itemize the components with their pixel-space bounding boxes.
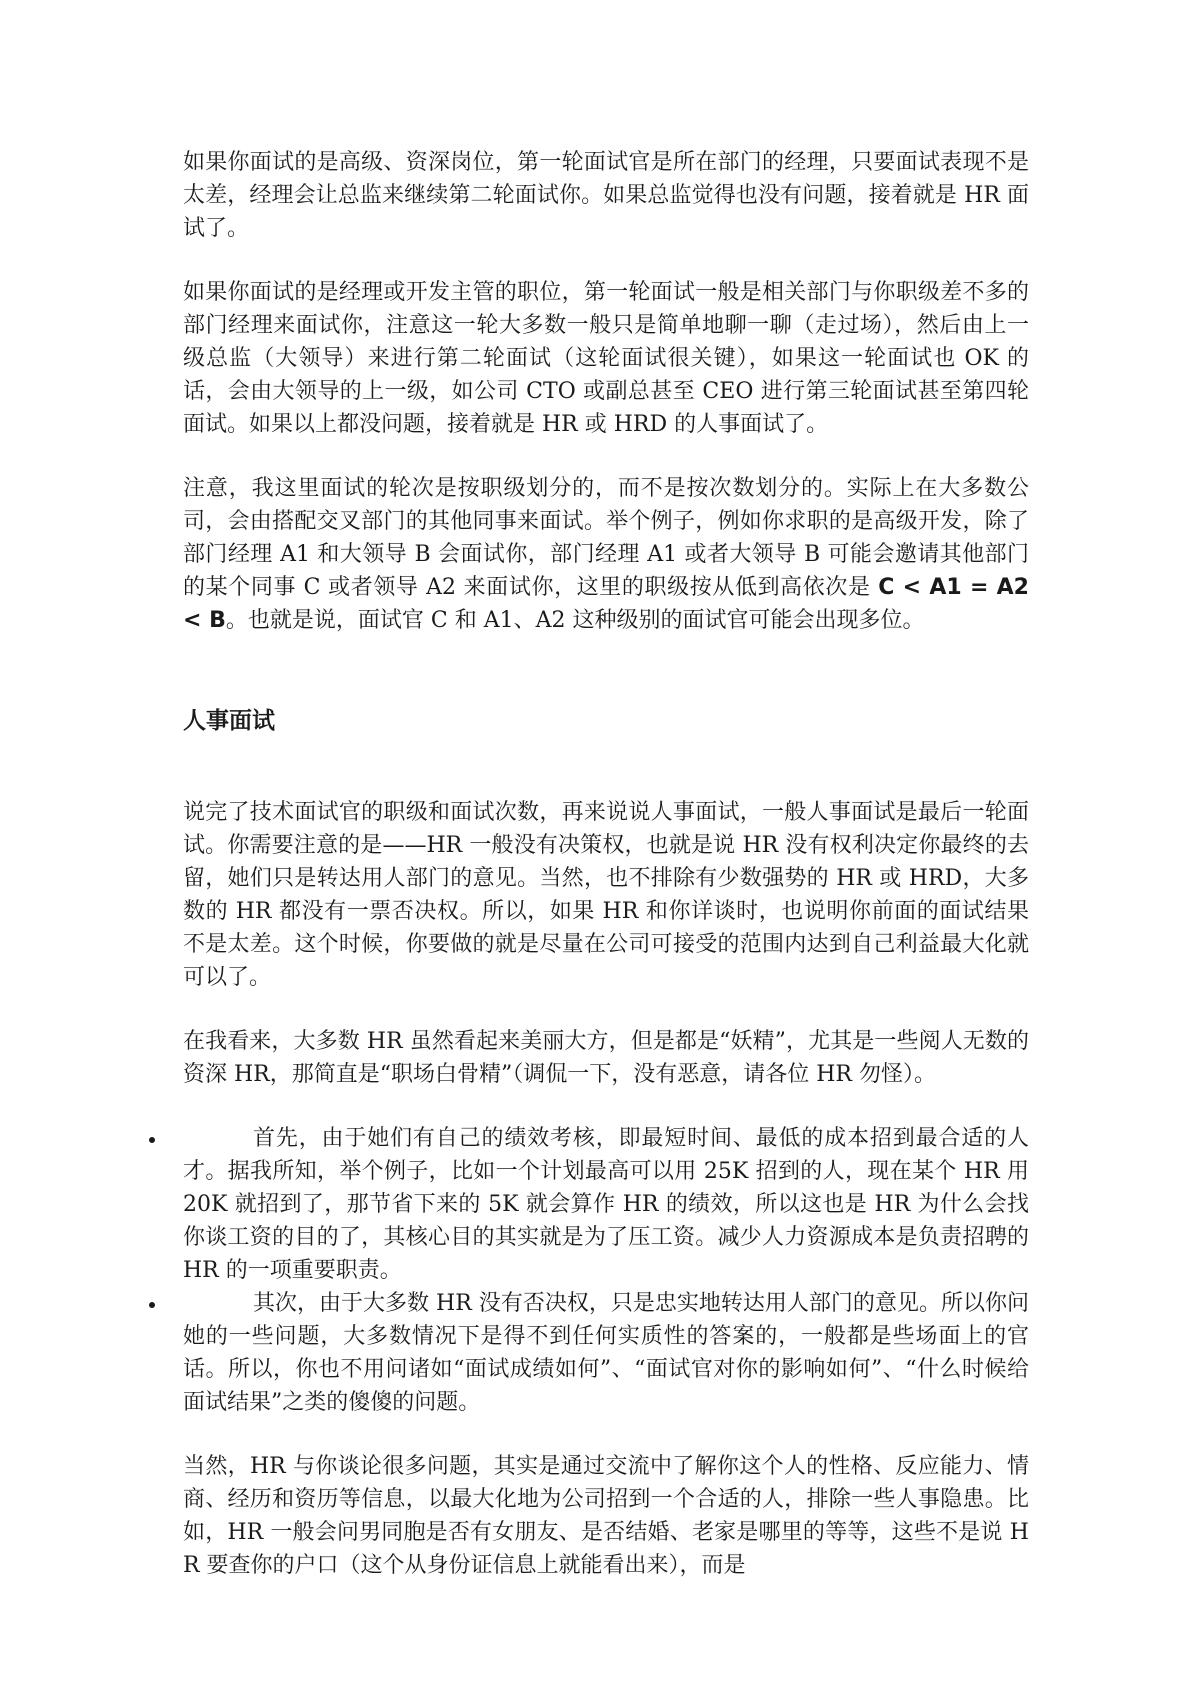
paragraph-hr-opinion: 在我看来，大多数 HR 虽然看起来美丽大方，但是都是“妖精”，尤其是一些阅人无数的资深 HR，那简直是“职场白骨精”（调侃一下，没有恶意，请各位 HR 勿怪）。 (183, 1029, 1029, 1087)
bullet-dot-icon (149, 1302, 155, 1308)
bullet-text: 其次，由于大多数 HR 没有否决权，只是忠实地转达用人部门的意见。所以你问她的一些问题，大多数情况下是得不到任何实质性的答案的，一般都是些场面上的官话。所以，你也不用问诸如“面试成绩如何”、“面试官对你的影响如何”、“什么时候给面试结果”之类的傻傻的问题。 (183, 1291, 1029, 1415)
paragraph-levels-text: 注意，我这里面试的轮次是按职级划分的，而不是按次数划分的。实际上在大多数公司，会由搭配交叉部门的其他同事来面试。举个例子，例如你求职的是高级开发，除了部门经理 A1 和大领导 B 会面试你，部门经理 A1 或者大领导 B 可能会邀请其他部门的某个同事 C 或者领导 A2 来面试你，这里的职级按从低到高依次是 (183, 476, 1029, 600)
bullet-list (183, 1122, 1029, 1419)
paragraph-hr-intro: 说完了技术面试官的职级和面试次数，再来说说人事面试，一般人事面试是最后一轮面试。你需要注意的是——HR 一般没有决策权，也就是说 HR 没有权利决定你最终的去留，她们只是转达用人部门的意见。当然，也不排除有少数强势的 HR 或 HRD，大多数的 HR 都没有一票否决权。所以，如果 HR 和你详谈时，也说明你前面的面试结果不是太差。这个时候，你要做的就是尽量在公司可接受的范围内达到自己利益最大化就可以了。 (183, 800, 1029, 990)
paragraph-manager-interview: 如果你面试的是经理或开发主管的职位，第一轮面试一般是相关部门与你职级差不多的部门经理来面试你，注意这一轮大多数一般只是简单地聊一聊（走过场），然后由上一级总监（大领导）来进行第二轮面试（这轮面试很关键），如果这一轮面试也 OK 的话，会由大领导的上一级，如公司 CTO 或副总甚至 CEO 进行第三轮面试甚至第四轮面试。如果以上都没问题，接着就是 HR 或 HRD 的人事面试了。 (183, 280, 1029, 437)
document-page (183, 146, 1029, 1613)
list-item (183, 1287, 1029, 1419)
paragraph-levels-tail: 。也就是说，面试官 C 和 A1、A2 这种级别的面试官可能会出现多位。 (225, 608, 925, 633)
level-order-formula: C < A1 = A2 < B (183, 575, 1029, 633)
list-item (183, 1122, 1029, 1287)
bullet-dot-icon (149, 1137, 155, 1143)
paragraph-senior-interview: 如果你面试的是高级、资深岗位，第一轮面试官是所在部门的经理，只要面试表现不是太差，经理会让总监来继续第二轮面试你。如果总监觉得也没有问题，接着就是 HR 面试了。 (183, 150, 1029, 241)
section-heading: 人事面试 (183, 708, 275, 734)
bullet-text: 首先，由于她们有自己的绩效考核，即最短时间、最低的成本招到最合适的人才。据我所知，举个例子，比如一个计划最高可以用 25K 招到的人，现在某个 HR 用 20K 就招到了，那节省下来的 5K 就会算作 HR 的绩效，所以这也是 HR 为什么会找你谈工资的目的了，其核心目的其实就是为了压工资。减少人力资源成本是负责招聘的 HR 的一项重要职责。 (183, 1126, 1029, 1283)
paragraph-interview-levels (183, 472, 1029, 637)
paragraph-hr-questions: 当然，HR 与你谈论很多问题，其实是通过交流中了解你这个人的性格、反应能力、情商、经历和资历等信息，以最大化地为公司招到一个合适的人，排除一些人事隐患。比如，HR 一般会问男同胞是否有女朋友、是否结婚、老家是哪里的等等，这些不是说 HR 要查你的户口（这个从身份证信息上就能看出来），而是 (183, 1454, 1029, 1578)
